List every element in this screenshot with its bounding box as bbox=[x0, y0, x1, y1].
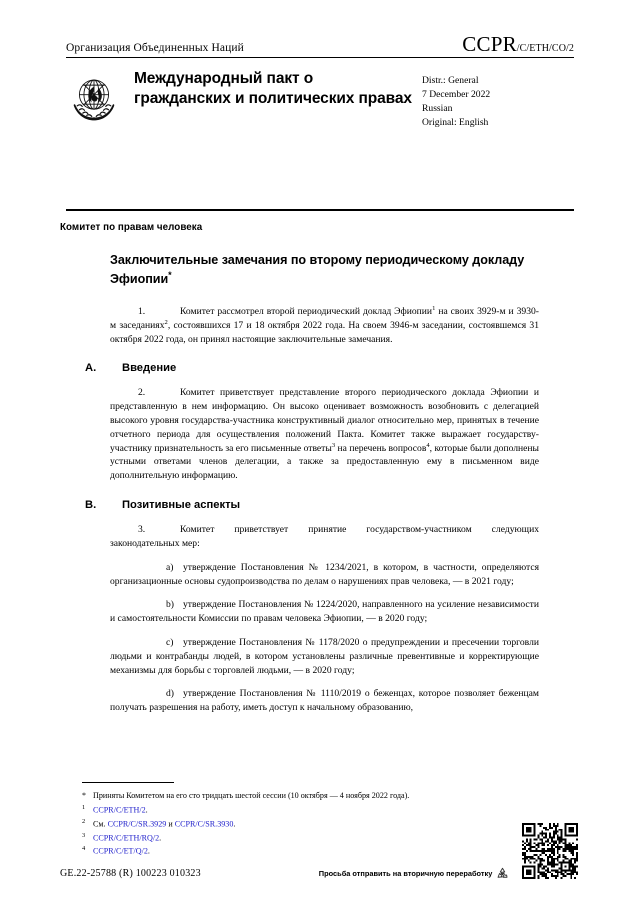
masthead-bottom-rule bbox=[66, 209, 574, 211]
footnotes bbox=[82, 789, 552, 858]
footnote-link[interactable]: CCPR/C/ET/Q/2 bbox=[93, 847, 148, 857]
distribution-date: 7 December 2022 bbox=[422, 88, 491, 100]
masthead-top-row bbox=[66, 34, 574, 57]
numbered-paragraph: 1. Комитет рассмотрел второй периодический доклад Эфиопии$^1$ на своих 3929-м и 3930-м заседаниях$^2$, состоявшихся 17 и 18 октября 2022 года. На своем 3946-м заседании, состоявшемся 31 октября 2022 года, он принял настоящие заключительные замечания. bbox=[110, 304, 539, 345]
distribution-original: Original: English bbox=[422, 116, 489, 128]
page-title-footnote-mark: * bbox=[168, 270, 172, 281]
lettered-list-item: d) утверждение Постановления № 1110/2019 о беженцах, которое позволяет беженцам получать разрешения на работу, иметь доступ к начальному образованию, bbox=[110, 688, 539, 714]
lettered-list-item: c) утверждение Постановления № 1178/2020 о предупреждении и пресечении торговли людьми и контрабанды людей, в котором установлены различные превентивные и корректирующие механизмы для борьбы с торговлей людьми, — в 2020 году; bbox=[110, 636, 539, 676]
footnote-marker: 1 bbox=[82, 803, 86, 811]
section-heading bbox=[85, 362, 539, 374]
page-footer bbox=[60, 866, 580, 881]
numbered-paragraph: 3. Комитет приветствует принятие государством-участником следующих законодательных мер: bbox=[110, 524, 539, 549]
instrument-title: Международный пакт о гражданских и политических правах bbox=[134, 70, 412, 108]
masthead bbox=[66, 34, 574, 130]
footnote-link[interactable]: CCPR/C/SR.3930 bbox=[174, 819, 234, 829]
footnote-marker: * bbox=[82, 791, 86, 800]
committee-name: Комитет по правам человека bbox=[60, 222, 203, 233]
masthead-rule bbox=[66, 57, 574, 58]
list-item-label: a) bbox=[166, 561, 174, 573]
footnote-link[interactable]: CCPR/C/ETH/2 bbox=[93, 805, 146, 815]
list-item-label: d) bbox=[166, 688, 174, 700]
footnote-reference[interactable]: 1 bbox=[432, 304, 436, 312]
document-symbol-main: CCPR bbox=[462, 32, 517, 56]
distribution-language: Russian bbox=[422, 102, 453, 114]
paragraphs-container bbox=[110, 305, 539, 346]
distribution-type: Distr.: General bbox=[422, 75, 479, 86]
lettered-list-item: a) утверждение Постановления № 1234/2021, в котором, в частности, определяются организационные основы судопроизводства по делам о нарушениях прав человека, — в 2021 году; bbox=[110, 561, 539, 587]
document-symbol bbox=[462, 34, 574, 55]
page-title-text: Заключительные замечания по второму периодическому докладу Эфиопии bbox=[110, 253, 525, 287]
footnote-reference[interactable]: 3 bbox=[331, 441, 336, 449]
masthead-bottom-row bbox=[66, 68, 574, 130]
section-title: Введение bbox=[122, 362, 177, 375]
footnote-link[interactable]: CCPR/C/ETH/RQ/2 bbox=[93, 833, 160, 843]
footnote: 1 CCPR/C/ETH/2. bbox=[82, 803, 148, 815]
page-title bbox=[110, 252, 539, 289]
section-letter: B. bbox=[85, 499, 97, 512]
footnote: * Приняты Комитетом на его сто тридцать шестой сессии (10 октября — 4 ноября 2022 года). bbox=[82, 789, 552, 803]
footnote-reference[interactable]: 4 bbox=[426, 441, 430, 449]
document-body bbox=[85, 252, 540, 725]
sections-container bbox=[85, 362, 540, 715]
organization-name: Организация Объединенных Наций bbox=[66, 42, 244, 55]
footnote-marker: 3 bbox=[82, 831, 86, 839]
footnote-separator bbox=[82, 782, 174, 783]
document-symbol-suffix: /C/ETH/CO/2 bbox=[516, 43, 574, 54]
list-item-label: b) bbox=[166, 599, 174, 611]
recycle-note-text: Просьба отправить на вторичную переработку bbox=[318, 869, 493, 878]
footnote: 4 CCPR/C/ET/Q/2. bbox=[82, 845, 150, 857]
footnote-marker: 4 bbox=[82, 845, 86, 853]
section-letter: A. bbox=[85, 362, 97, 375]
qr-code bbox=[522, 823, 578, 879]
footnote-link[interactable]: CCPR/C/SR.3929 bbox=[107, 819, 167, 829]
footnote-marker: 2 bbox=[82, 817, 86, 825]
list-item-label: c) bbox=[166, 636, 174, 648]
numbered-paragraph: 2. Комитет приветствует представление второго периодического доклада Эфиопии и представленную в нем информацию. Он высоко оценивает возможность возобновить с делегацией высокого уровня государства-участника конструктивный диалог относительно мер, принятых в течение отчетного периода для осуществления положений Пакта. Комитет также выражает государству-участнику признательность за его письменные ответы$^3$ на перечень вопросов$^4$, которые были дополнены устными ответами членов делегации, а также за предоставленную ему в письменном виде дополнительную информацию. bbox=[110, 387, 540, 482]
distribution-block bbox=[422, 68, 574, 130]
footnote: 2 См. CCPR/C/SR.3929 и CCPR/C/SR.3930. bbox=[82, 817, 236, 829]
un-emblem bbox=[66, 70, 122, 126]
recycle-icon bbox=[495, 866, 510, 881]
footnote: 3 CCPR/C/ETH/RQ/2. bbox=[82, 831, 162, 843]
section-heading bbox=[85, 499, 539, 511]
paragraph-number: 3. bbox=[138, 524, 146, 536]
lettered-list-item: b) утверждение Постановления № 1224/2020, направленного на усиление независимости и самостоятельности Комиссии по правам человека Эфиопии, — в 2020 году; bbox=[110, 599, 539, 625]
recycle-note bbox=[319, 866, 511, 881]
footnote-reference[interactable]: 2 bbox=[164, 318, 168, 326]
section-title: Позитивные аспекты bbox=[122, 499, 241, 512]
paragraph-number: 1. bbox=[138, 305, 146, 317]
paragraph-number: 2. bbox=[138, 387, 146, 399]
job-number: GE.22-25788 (R) 100223 010323 bbox=[60, 868, 201, 879]
